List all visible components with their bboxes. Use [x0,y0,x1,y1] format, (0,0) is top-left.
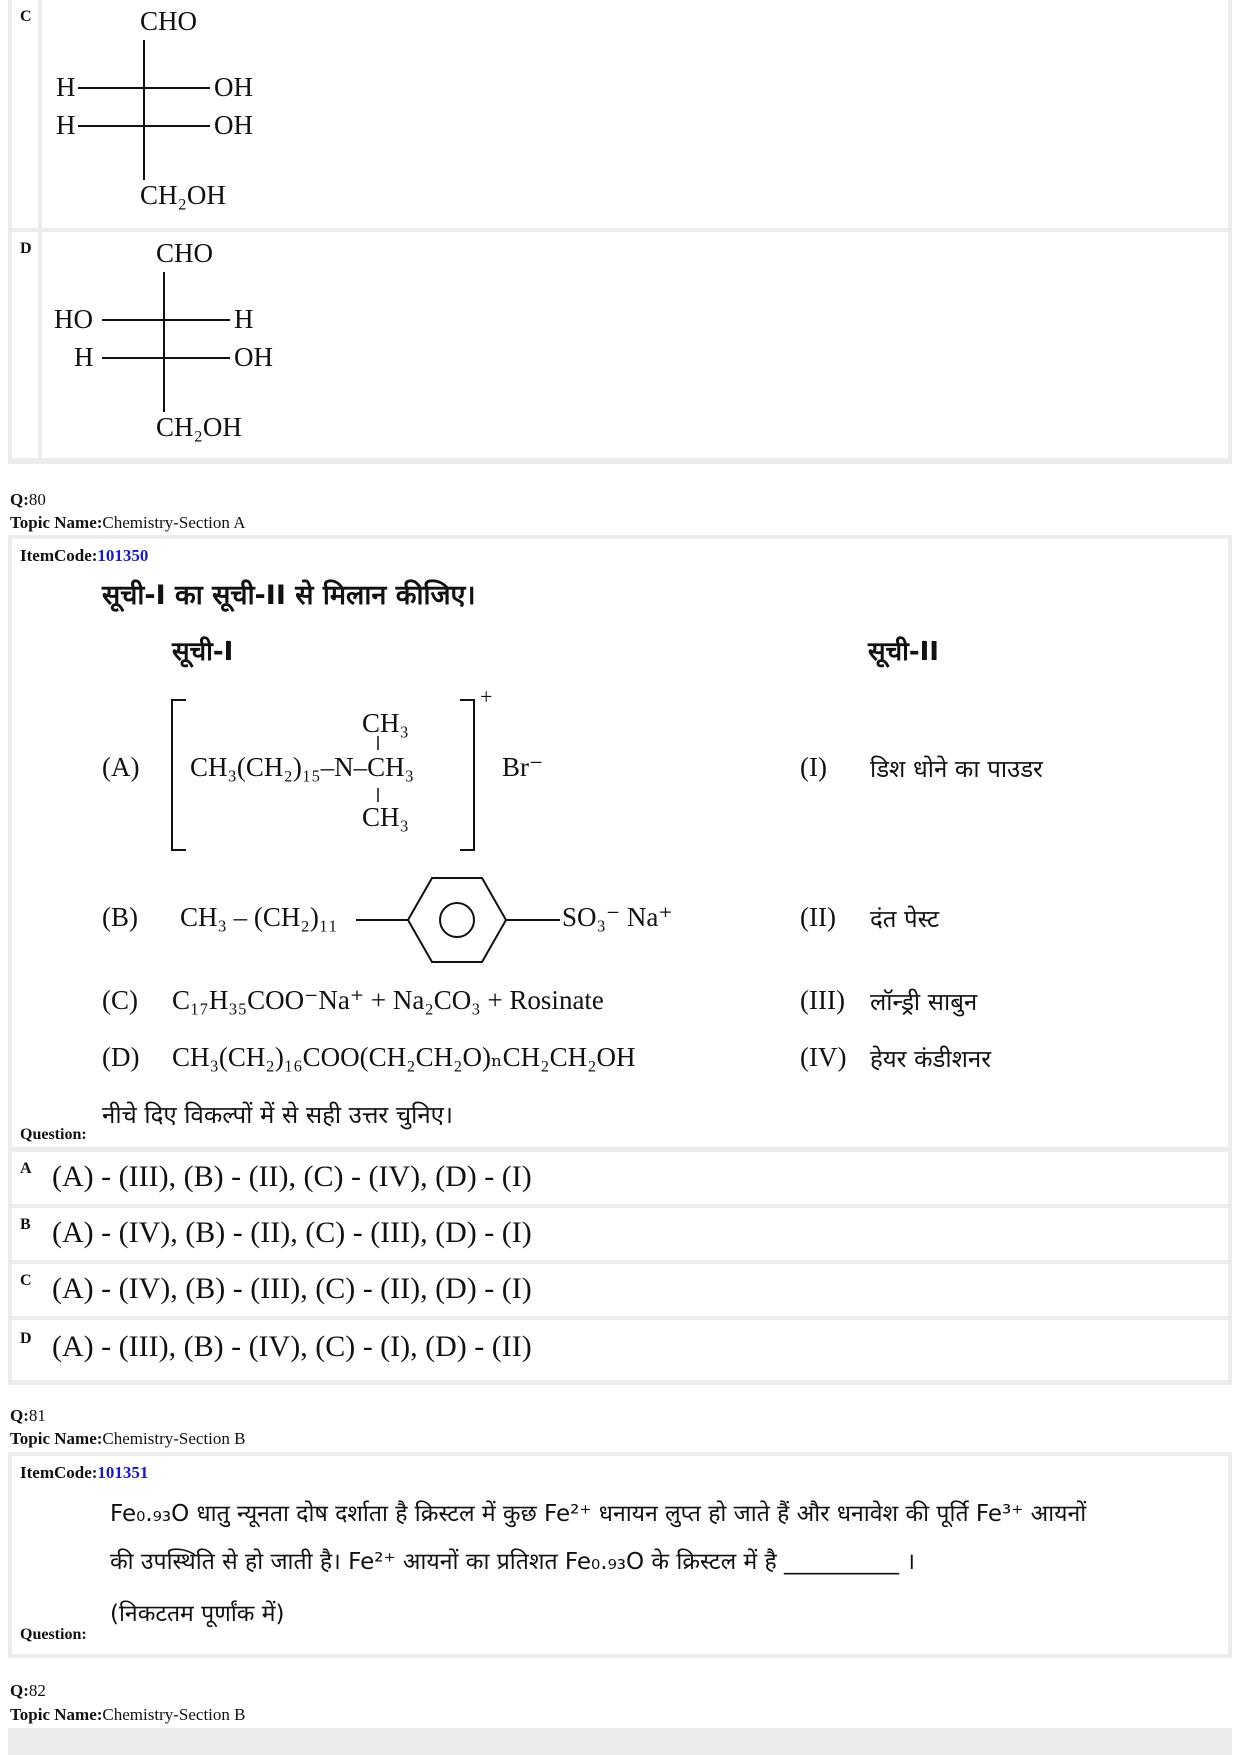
list2-iv-label: (IV) [800,1042,847,1072]
fischer-c-row1-right: OH [214,72,253,102]
q81-line-2: की उपस्थिति से हो जाती है। Fe²⁺ आयनों का प्रतिशत Fe₀.₉₃O के क्रिस्टल में है __________ । [110,1549,916,1575]
q80-option-d-text: (A) - (III), (B) - (IV), (C) - (I), (D) - (II) [52,1330,532,1363]
fischer-d-row2-right: OH [234,342,273,372]
q81-question-label: Question: [20,1626,87,1643]
list1-d-label: (D) [102,1042,140,1072]
list2-ii-text: दंत पेस्ट [870,905,940,933]
list2-iii-label: (III) [800,985,845,1015]
q80-topic-line [10,513,245,533]
list1-c-formula: C₁₇H₃₅COO⁻Na⁺ + Na₂CO₃ + Rosinate [172,985,604,1015]
list1-a-ch3-bottom: CH₃ [362,802,409,832]
list1-a-anion: Br⁻ [502,752,544,782]
q80-topic-label: Topic Name: [10,513,103,532]
q81-line-3: (निकटतम पूर्णांक में) [110,1601,285,1627]
list2-ii-label: (II) [800,902,836,932]
list2-i-label: (I) [800,752,827,782]
q80-question-text: नीचे दिए विकल्पों में से सही उत्तर चुनिए। [102,1101,454,1129]
fischer-c-row2-right: OH [214,110,253,140]
list2-heading: सूची-II [868,637,939,667]
q81-topic-line [10,1429,245,1449]
q80-item-label: ItemCode: [20,546,98,565]
list2-iii-text: लॉन्ड्री साबुन [870,988,978,1016]
list1-b-right: SO₃⁻ Na⁺ [562,902,673,932]
list1-b-left: CH₃ – (CH₂)₁₁ [180,902,338,932]
q82-topic-label: Topic Name: [10,1705,103,1724]
list2-iv-text: हेयर कंडीशनर [870,1045,992,1073]
fischer-d-top: CHO [156,238,214,268]
list1-heading: सूची-I [172,637,234,667]
list1-a-charge: + [480,684,493,709]
q80-option-b-letter: B [20,1216,31,1233]
list1-b-label: (B) [102,902,138,932]
list1-d-formula: CH₃(CH₂)₁₆COO(CH₂CH₂O)ₙCH₂CH₂OH [172,1042,636,1072]
q81-item-label: ItemCode: [20,1463,98,1482]
fischer-c-row2-left: H [56,110,76,140]
q82-q-label: Q: [10,1681,29,1700]
q82-number-line [10,1681,46,1701]
q81-item-code: 101351 [97,1463,149,1482]
q80-option-a-letter: A [20,1160,32,1177]
ring-circle [440,903,474,937]
fischer-c-top: CHO [140,6,198,36]
fischer-d-row1-left: HO [54,304,93,334]
left-bracket [172,700,186,850]
q80-option-c-letter: C [20,1272,32,1289]
fischer-d-row1-right: H [234,304,254,334]
q80-q-number: 80 [28,490,46,509]
q81-topic: Chemistry-Section B [102,1429,246,1448]
fischer-c-row1-left: H [56,72,76,102]
q82-topic-line [10,1705,245,1725]
list1-a-label: (A) [102,752,140,782]
q80-option-a-text: (A) - (III), (B) - (II), (C) - (IV), (D) - (I) [52,1160,532,1193]
prev-option-c-letter: C [20,8,32,25]
list1-c-label: (C) [102,985,138,1015]
benzene-ring-icon [350,870,572,970]
fischer-d-bottom: CH₂OH [156,412,242,442]
q81-line-1: Fe₀.₉₃O धातु न्यूनता दोष दर्शाता है क्रिस्टल में कुछ Fe²⁺ धनायन लुप्त हो जाते हैं और धनावेश की पूर्ति Fe³⁺ आयनों [110,1501,1087,1527]
prev-option-c-letter-cell [12,0,38,228]
q80-q-label: Q: [10,490,29,509]
q80-option-b-text: (A) - (IV), (B) - (II), (C) - (III), (D) - (I) [52,1216,532,1249]
q82-q-number: 82 [28,1681,46,1700]
q80-item-code: 101350 [97,546,149,565]
fischer-d-row2-left: H [74,342,94,372]
q82-topic: Chemistry-Section B [102,1705,246,1724]
q80-option-c-text: (A) - (IV), (B) - (III), (C) - (II), (D) - (I) [52,1272,532,1305]
q80-topic: Chemistry-Section A [102,513,246,532]
q81-topic-label: Topic Name: [10,1429,103,1448]
q81-q-number: 81 [28,1406,46,1425]
q82-panel-top [8,1728,1232,1755]
q80-itemcode-line [20,546,148,566]
q81-itemcode-line [20,1463,148,1483]
q81-q-label: Q: [10,1406,29,1425]
list2-i-text: डिश धोने का पाउडर [870,755,1043,783]
q80-option-d-letter: D [20,1330,32,1347]
prev-option-d-letter: D [20,240,32,257]
q80-intro: सूची-I का सूची-II से मिलान कीजिए। [102,580,476,611]
q81-number-line [10,1406,46,1426]
fischer-c-bottom: CH₂OH [140,180,226,210]
q80-number-line [10,490,46,510]
right-bracket [460,700,474,850]
q80-question-label: Question: [20,1126,87,1143]
prev-option-d-letter-cell [12,232,38,458]
list1-a-formula: CH₃(CH₂)₁₅–N–CH₃ [190,752,415,782]
ring-hexagon [408,878,506,962]
list1-a-ch3-top: CH₃ [362,708,409,738]
